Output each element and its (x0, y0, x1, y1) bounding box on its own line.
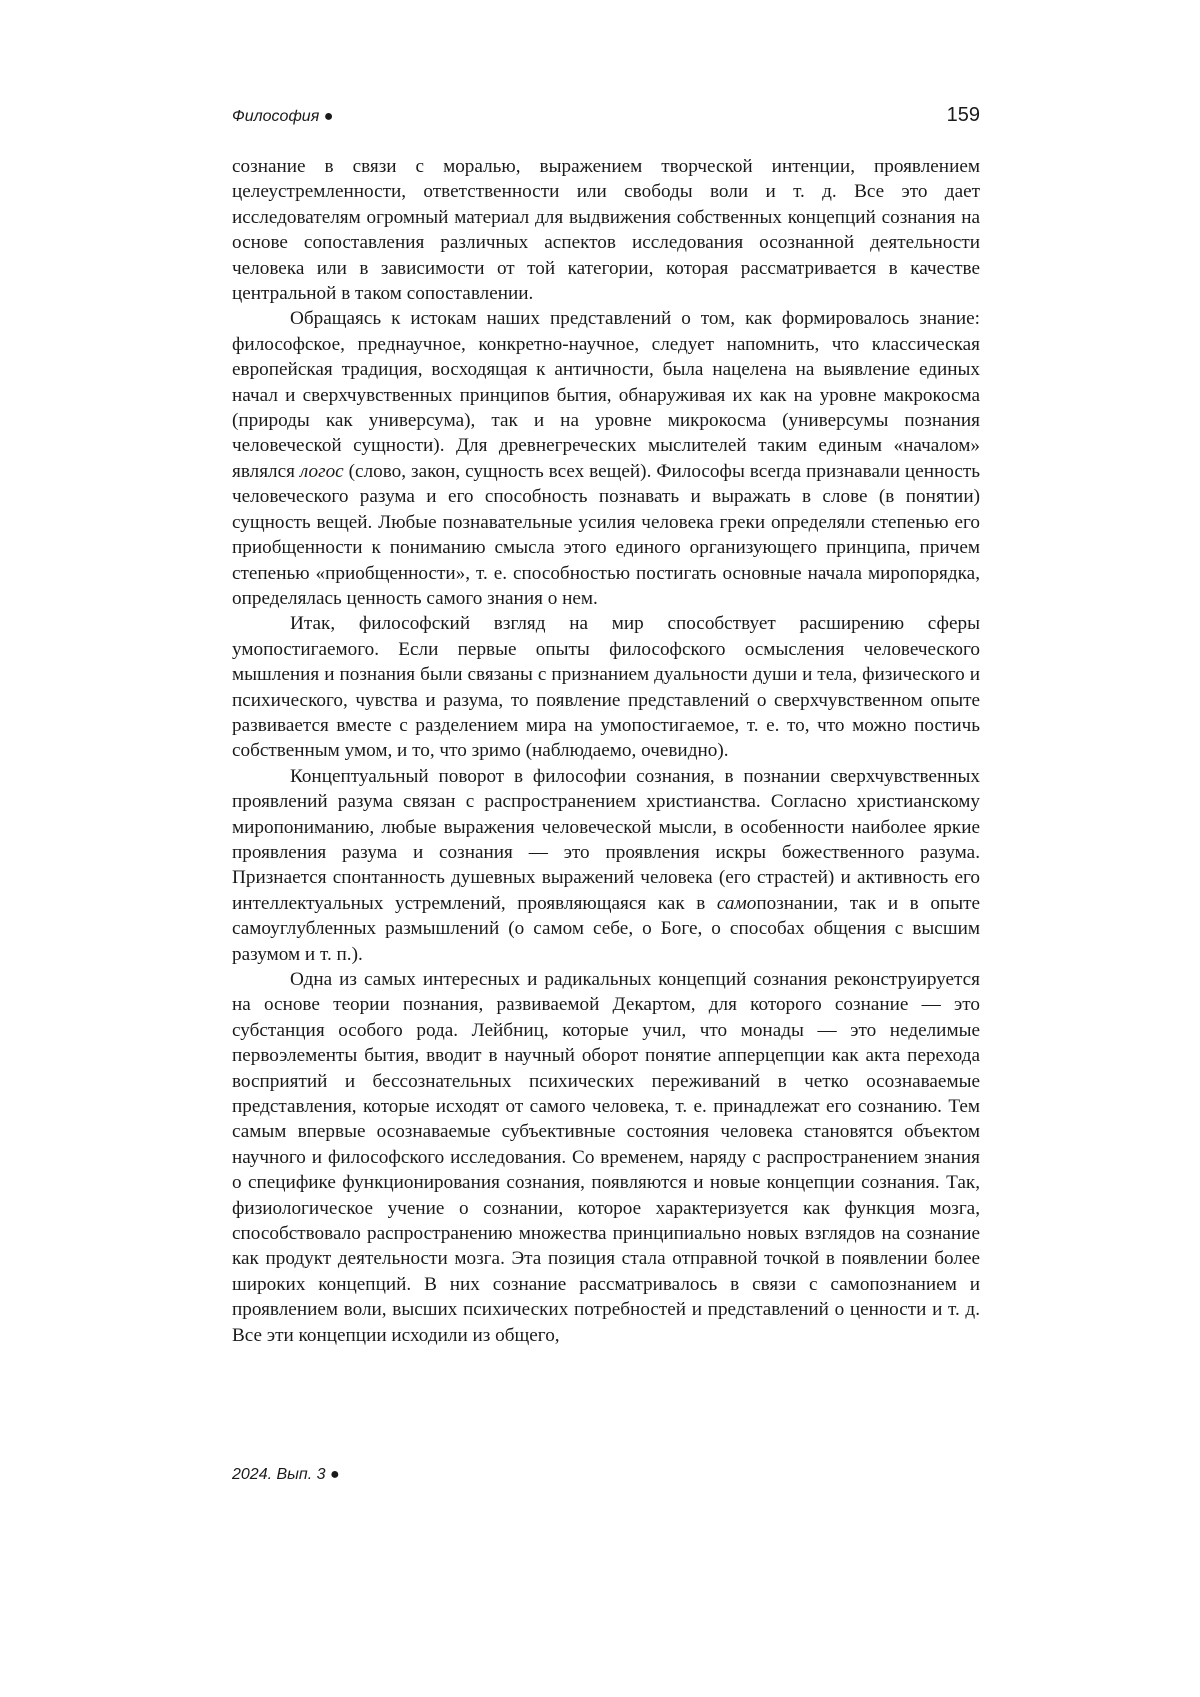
paragraph-text: Обращаясь к истокам наших представлений о том, как формировалось знание: философское, преднаучное, конкретно-научное, следует напомнить, что классическая европейская традиция, восходящая к античности, была нацелена на выявление единых начал и сверхчувственных принципов бытия, обнаруживая их как на уровне макрокосма (природы как универсума), так и на уровне микрокосма (универсумы познания человеческой сущности). Для древнегреческих мыслителей таким единым «началом» являлся (232, 308, 980, 482)
running-head (232, 104, 980, 134)
body-text (232, 154, 980, 1348)
paragraph-4 (232, 764, 980, 967)
paragraph-3 (232, 611, 980, 763)
running-foot (232, 1466, 340, 1484)
issue-label: 2024. Вып. 3 ● (232, 1466, 340, 1483)
paragraph-1 (232, 154, 980, 306)
emphasis-samo: само (716, 892, 757, 914)
paragraph-text: познании, так и в опыте самоуглубленных размышлений (о самом себе, о Боге, о способах общения с высшим разумом и т. п.). (232, 892, 980, 965)
paragraph-text: сознание в связи с моралью, выражением творческой интенции, проявлением целеустремленности, ответственности или свободы воли и т. д. Все это дает исследователям огромный материал для выдвижения собственных концепций сознания на основе сопоставления различных аспектов исследования осознанной деятельности человека или в зависимости от той категории, которая рассматривается в качестве центральной в таком сопоставлении. (232, 156, 980, 305)
paragraph-text: Одна из самых интересных и радикальных концепций сознания реконструируется на основе теории познания, развиваемой Декартом, для которого сознание — это субстанция особого рода. Лейбниц, которые учил, что монады — это неделимые первоэлементы бытия, вводит в научный оборот понятие апперцепции как акта перехода восприятий и бессознательных психических переживаний в четко осознаваемые представления, которые исходят от самого человека, т. е. принадлежат его сознанию. Тем самым впервые осознаваемые субъективные состояния человека становятся объектом научного и философского исследования. Со временем, наряду с распространением знания о специфике функционирования сознания, появляются и новые концепции сознания. Так, физиологическое учение о сознании, которое характеризуется как функция мозга, способствовало распространению множества принципиально новых взглядов на сознание как продукт деятельности мозга. Эта позиция стала отправной точкой в появлении более широких концепций. В них сознание рассматривалось в связи с самопознанием и проявлением воли, высших психических потребностей и представлений о ценности и т. д. Все эти концепции исходили из общего, (232, 969, 980, 1346)
paragraph-text: (слово, закон, сущность всех вещей). Философы всегда признавали ценность человеческого разума и его способность познавать и выражать в слове (в понятии) сущность вещей. Любые познавательные усилия человека греки определяли степенью его приобщенности к пониманию смысла этого единого организующего принципа, причем степенью «приобщенности», т. е. способностью постигать основные начала миропорядка, определялась ценность самого знания о нем. (232, 460, 980, 609)
emphasis-logos: логос (299, 460, 344, 482)
paragraph-5 (232, 967, 980, 1348)
paragraph-text: Итак, философский взгляд на мир способствует расширению сферы умопостигаемого. Если первые опыты философского осмысления человеческого мышления и познания были связаны с признанием дуальности души и тела, физического и психического, чувства и разума, то появление представлений о сверхчувственном опыте развивается вместе с разделением мира на умопостигаемое, т. е. то, что можно постичь собственным умом, и то, что зримо (наблюдаемо, очевидно). (232, 613, 980, 762)
paragraph-text: Концептуальный поворот в философии сознания, в познании сверхчувственных проявлений разума связан с распространением христианства. Согласно христианскому миропониманию, любые выражения человеческой мысли, в особенности наиболее яркие проявления разума и сознания — это проявления искры божественного разума. Признается спонтанность душевных выражений человека (его страстей) и активность его интеллектуальных устремлений, проявляющаяся как в (232, 765, 980, 914)
page-number: 159 (946, 104, 980, 126)
section-title: Философия ● (232, 108, 334, 125)
paragraph-2 (232, 306, 980, 611)
